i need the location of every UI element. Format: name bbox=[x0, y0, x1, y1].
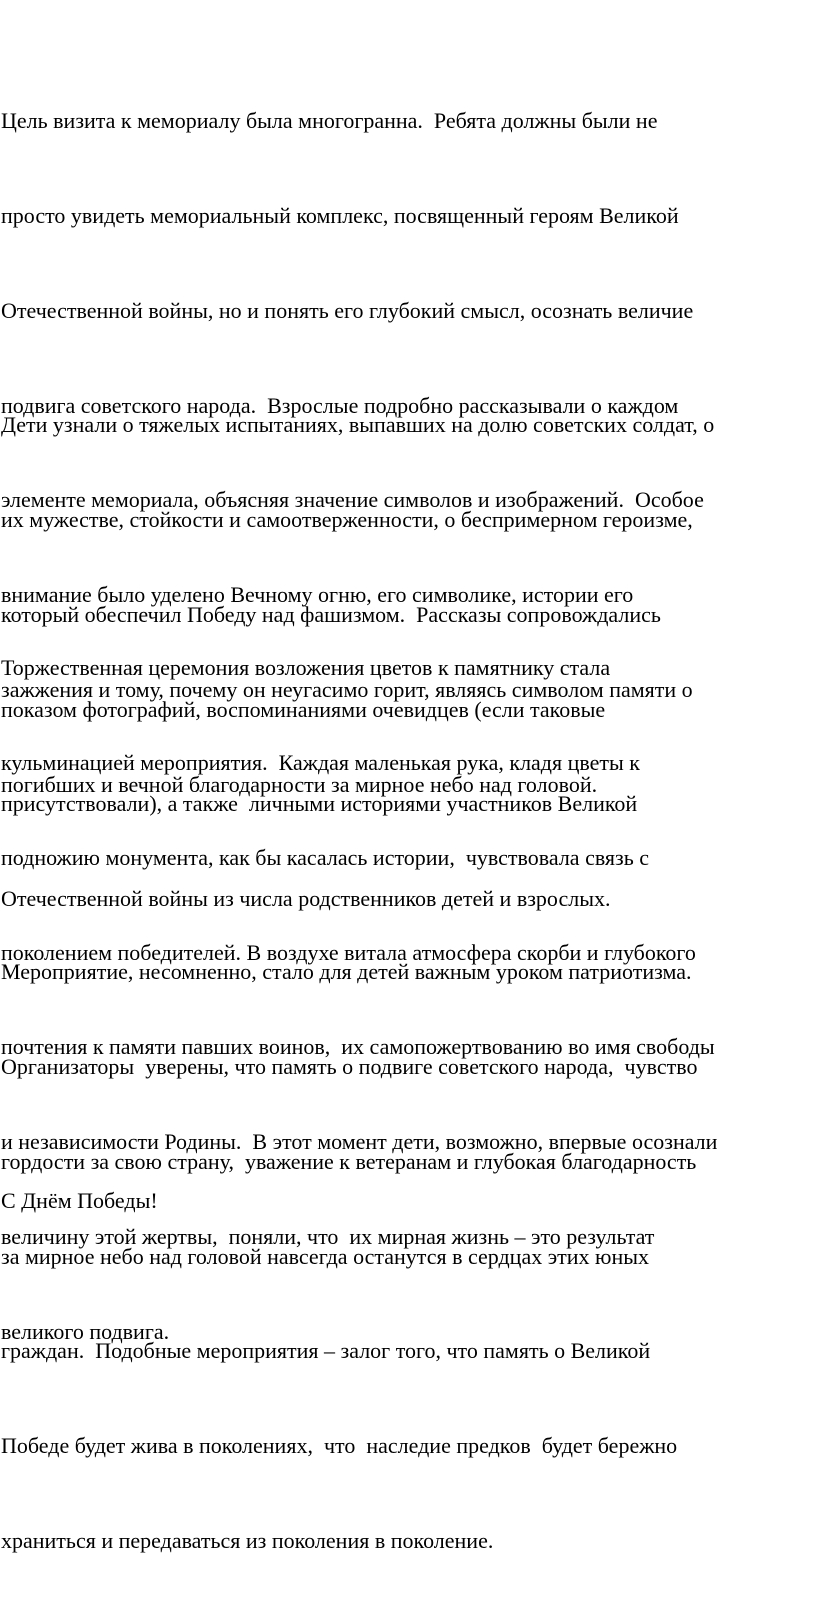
text-line: Дети узнали о тяжелых испытаниях, выпавших на долю советских солдат, о bbox=[1, 412, 715, 438]
text-line: погибших и вечной благодарности за мирное небо над головой. bbox=[1, 771, 598, 797]
text-line: показом фотографий, воспоминаниями очевидцев (если таковые bbox=[1, 696, 606, 722]
text-line: элементе мемориала, объясняя значение символов и изображений. Особое bbox=[1, 487, 704, 513]
text-line: зажжения и тому, почему он неугасимо горит, являясь символом памяти о bbox=[1, 676, 693, 702]
text-line: почтения к памяти павших воинов, их самопожертвованию во имя свободы bbox=[1, 1034, 715, 1060]
text-line: граждан. Подобные мероприятия – залог того, что память о Великой bbox=[1, 1338, 651, 1364]
text-line: просто увидеть мемориальный комплекс, посвященный героям Великой bbox=[1, 202, 679, 228]
text-line: Мероприятие, несомненно, стало для детей важным уроком патриотизма. bbox=[1, 959, 692, 985]
text-line: Отечественной войны из числа родственников детей и взрослых. bbox=[1, 886, 611, 912]
text-line: их мужестве, стойкости и самоотверженности, о беспримерном героизме, bbox=[1, 506, 693, 532]
text-line: Торжественная церемония возложения цветов к памятнику стала bbox=[1, 655, 611, 681]
text-line: подножию монумента, как бы касалась истории, чувствовала связь с bbox=[1, 844, 650, 870]
text-line: и независимости Родины. В этот момент дети, возможно, впервые осознали bbox=[1, 1129, 718, 1155]
text-line: присутствовали), а также личными историями участников Великой bbox=[1, 791, 638, 817]
text-line: Победе будет жива в поколениях, что наследие предков будет бережно bbox=[1, 1433, 678, 1459]
text-line: Отечественной войны, но и понять его глубокий смысл, осознать величие bbox=[1, 297, 694, 323]
text-line: подвига советского народа. Взрослые подробно рассказывали о каждом bbox=[1, 392, 679, 418]
text-line: поколением победителей. В воздухе витала атмосфера скорби и глубокого bbox=[1, 939, 696, 965]
text-line: гордости за свою страну, уважение к ветеранам и глубокая благодарность bbox=[1, 1148, 697, 1174]
text-line: который обеспечил Победу над фашизмом. Рассказы сопровождались bbox=[1, 601, 661, 627]
text-line: Цель визита к мемориалу была многогранна. Ребята должны были не bbox=[1, 108, 658, 134]
text-line: кульминацией мероприятия. Каждая маленькая рука, кладя цветы к bbox=[1, 749, 640, 775]
text-line: Организаторы уверены, что память о подвиге советского народа, чувство bbox=[1, 1053, 698, 1079]
text-line: внимание было уделено Вечному огню, его символике, истории его bbox=[1, 582, 634, 608]
text-line: С Днём Победы! bbox=[1, 1188, 158, 1214]
paragraph-victory-greeting bbox=[1, 1122, 815, 1280]
text-line: величину этой жертвы, поняли, что их мирная жизнь – это результат bbox=[1, 1223, 655, 1249]
text-line: храниться и передаваться из поколения в поколение. bbox=[1, 1527, 494, 1553]
text-line: за мирное небо над головой навсегда останутся в сердцах этих юных bbox=[1, 1243, 650, 1269]
text-line: великого подвига. bbox=[1, 1318, 170, 1344]
